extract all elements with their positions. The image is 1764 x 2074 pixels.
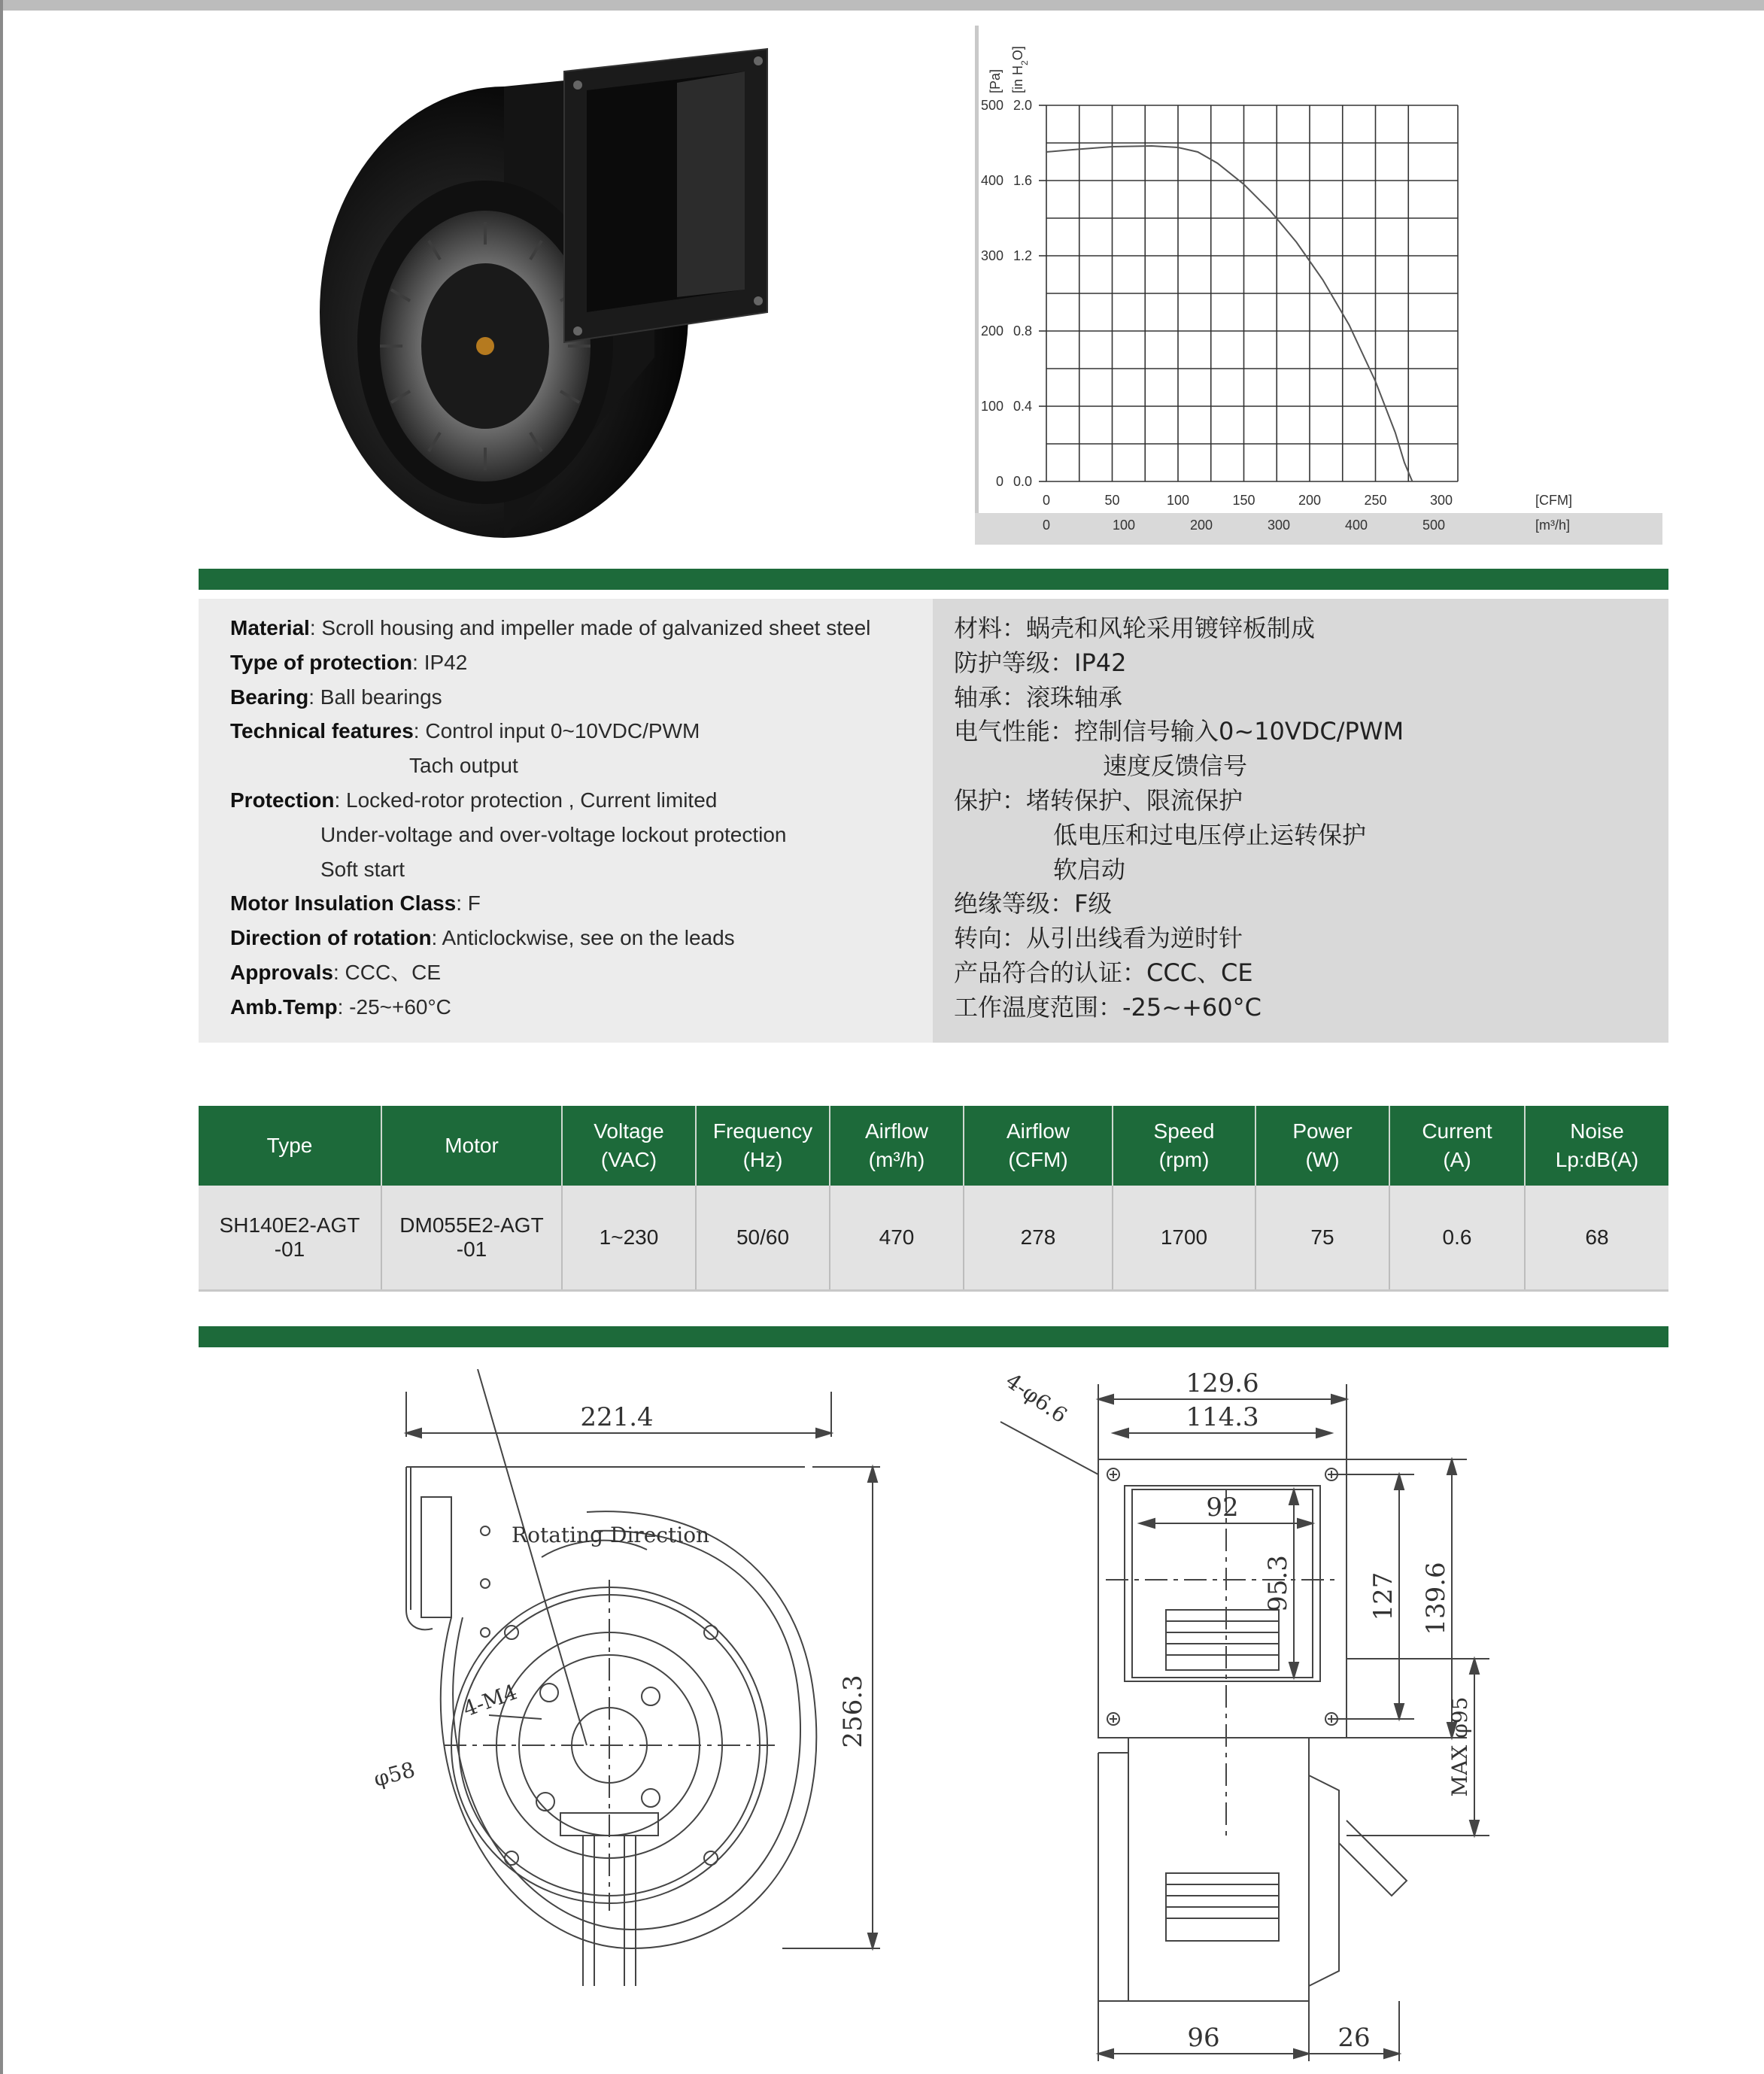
dim-inner-width: 92 [1206,1492,1239,1523]
model-table [199,1106,1668,1292]
spec-label: Direction of rotation [230,926,432,950]
rotating-direction-label: Rotating Direction [512,1523,710,1547]
table-header-row [199,1106,1668,1186]
spec-line [230,788,717,813]
table-header-cell [1525,1106,1668,1186]
dim-motor-diameter: MAX φ95 [1447,1696,1472,1797]
header-line2: (CFM) [1008,1148,1068,1171]
spec-value: Soft start [320,857,405,881]
table-cell [964,1186,1113,1291]
x2-tick-label: 200 [1189,518,1213,533]
spec-value: : CCC、CE [332,961,442,984]
dim-depth: 96 [1187,2023,1220,2053]
y2-tick-label: 0.4 [1013,399,1032,414]
cell-line1: 68 [1585,1225,1609,1249]
spec-label: Material [230,616,310,639]
spec-line-zh: 产品符合的认证：CCC、CE [954,958,1253,987]
spec-line [230,685,442,710]
table-cell [199,1186,381,1291]
header-line1: Voltage [594,1119,664,1143]
spec-value: : F [456,891,481,916]
spec-line-zh: 防护等级：IP42 [954,648,1127,677]
header-line1: Noise [1570,1119,1624,1143]
spec-line [230,650,467,676]
cell-line1: DM055E2-AGT [399,1213,544,1237]
cell-line1: 278 [1020,1225,1056,1249]
x-tick-label: 50 [1104,493,1120,508]
x-unit-secondary: [m³/h] [1535,518,1571,533]
spec-line-zh: 转向：从引出线看为逆时针 [954,924,1243,953]
dim-outer-height: 139.6 [1421,1562,1451,1635]
table-header-cell [199,1106,381,1186]
spec-line [320,857,405,882]
table-cell [381,1186,562,1291]
dim-holes: 4-φ6.6 [1000,1368,1072,1429]
specifications [199,599,1668,1043]
spec-value: : -25~+60°C [337,994,451,1019]
dim-outer-width: 129.6 [1186,1368,1259,1398]
table-header-cell [696,1106,830,1186]
x-tick-label: 100 [1166,493,1190,508]
front-view-drawing [361,1369,903,2046]
spec-line-zh: 保护：堵转保护、限流保护 [954,786,1243,815]
y-unit-primary: [Pa] [988,68,1003,93]
spec-line [230,891,481,916]
dim-inner-height: 95.3 [1263,1555,1293,1612]
header-line1: Speed [1153,1119,1215,1143]
table-header-cell [562,1106,696,1186]
spec-value: Tach output [409,754,518,778]
spec-line [230,925,735,951]
header-line1: Power [1292,1119,1353,1143]
y2-tick-label: 1.2 [1013,248,1032,263]
spec-label: Amb.Temp [230,994,338,1019]
header-line2: (W) [1305,1148,1340,1171]
spec-value: Under-voltage and over-voltage lockout protection [320,822,787,846]
header-line2: (VAC) [600,1148,657,1171]
spec-line-zh: 软启动 [1053,855,1126,884]
blower-photo [316,41,797,553]
cell-line2: -01 [274,1237,305,1261]
dim-bolt: 4-M4 [460,1679,521,1722]
spec-label: Protection [230,788,335,812]
cell-line1: 75 [1310,1225,1334,1249]
table-header-cell [964,1106,1113,1186]
y2-tick-label: 2.0 [1013,98,1032,113]
spec-label: Bearing [230,685,309,709]
cell-line1: 1~230 [599,1225,659,1249]
header-line2: Lp:dB(A) [1555,1148,1639,1171]
spec-value: : Anticlockwise, see on the leads [431,926,735,950]
spec-line [230,960,441,985]
header-line2: (Hz) [742,1148,783,1171]
spec-line-zh: 工作温度范围：-25~+60°C [954,992,1262,1022]
cell-line2: -01 [456,1237,487,1261]
chart-left-strip [975,26,979,545]
table-cell [1389,1186,1525,1291]
dim-height: 256.3 [838,1675,868,1748]
spec-line-zh: 绝缘等级：F级 [954,889,1113,919]
spec-line-zh: 材料：蜗壳和风轮采用镀锌板制成 [954,614,1316,642]
table-cell [1525,1186,1668,1291]
spec-line-zh: 速度反馈信号 [1103,752,1248,781]
spec-label: Technical features [230,719,414,743]
table-header-cell [1113,1106,1255,1186]
spec-label: Motor Insulation Class [230,891,457,916]
table-header-cell [1389,1106,1525,1186]
x-tick-label: 0 [1042,493,1051,508]
y2-tick-label: 0.8 [1013,323,1032,339]
x-tick-label: 300 [1429,493,1453,508]
spec-value: : Control input 0~10VDC/PWM [413,719,700,743]
cell-line1: 0.6 [1442,1225,1472,1249]
dim-motor-depth: 26 [1337,2023,1371,2053]
dim-hole-pitch-height: 127 [1368,1571,1398,1621]
section-divider-bottom [199,1326,1668,1347]
left-rule [0,0,3,2074]
x-unit-primary: [CFM] [1535,493,1572,508]
table-header-cell [830,1106,964,1186]
spec-label: Type of protection [230,650,413,674]
y-tick-label: 200 [980,323,1003,339]
spec-line [230,994,451,1020]
x2-tick-label: 300 [1267,518,1291,533]
header-line1: Type [266,1134,313,1157]
x-tick-label: 200 [1298,493,1322,508]
y2-tick-label: 0.0 [1013,474,1032,489]
spec-value: : Ball bearings [308,685,442,709]
table-header-cell [1255,1106,1389,1186]
dim-hub: φ58 [371,1757,418,1792]
specs-chinese [933,599,1668,1043]
spec-label: Approvals [230,961,333,984]
y2-tick-label: 1.6 [1013,173,1032,188]
dim-hole-pitch-width: 114.3 [1186,1402,1259,1432]
x2-tick-label: 0 [1042,518,1051,533]
y-tick-label: 300 [980,248,1003,263]
spec-line-zh: 电气性能：控制信号输入0~10VDC/PWM [954,717,1404,746]
spec-line-zh: 轴承：滚珠轴承 [954,682,1123,712]
y-tick-label: 400 [980,173,1003,188]
x2-tick-label: 400 [1344,518,1368,533]
spec-value: : IP42 [412,650,468,674]
spec-line [320,822,786,848]
x2-tick-label: 500 [1422,518,1446,533]
x-tick-label: 150 [1232,493,1255,508]
side-view-drawing [985,1354,1527,2061]
table-row [199,1186,1668,1291]
header-line2: (rpm) [1158,1148,1210,1171]
y-tick-label: 0 [995,474,1003,489]
spec-line [230,718,700,744]
top-rule [0,0,1764,11]
table-cell [562,1186,696,1291]
spec-value: : Locked-rotor protection , Current limited [334,788,718,812]
header-line1: Current [1422,1119,1492,1143]
header-line1: Airflow [864,1119,928,1143]
header-line1: Frequency [712,1119,813,1143]
spec-line [409,753,518,779]
spec-line-zh: 低电压和过电压停止运转保护 [1053,820,1367,849]
y-unit-secondary: [in $H_2O$] [1010,46,1030,93]
table-cell [830,1186,964,1291]
table-cell [1255,1186,1389,1291]
header-line1: Motor [445,1134,499,1157]
spec-value: : Scroll housing and impeller made of galvanized sheet steel [309,616,871,639]
cell-line1: SH140E2-AGT [219,1213,360,1237]
y-tick-label: 500 [980,98,1003,113]
table-cell [1113,1186,1255,1291]
specs-english [199,599,933,1043]
cell-line1: 50/60 [736,1225,790,1249]
dim-width: 221.4 [580,1402,654,1432]
performance-chart [975,26,1662,545]
spec-line [230,615,870,641]
header-line2: (A) [1443,1148,1471,1171]
x2-tick-label: 100 [1112,518,1136,533]
cell-line1: 1700 [1160,1225,1208,1249]
x-tick-label: 250 [1364,493,1387,508]
header-line1: Airflow [1006,1119,1070,1143]
header-line2: (m³/h) [868,1148,925,1171]
section-divider-top [199,569,1668,590]
table-header-cell [381,1106,562,1186]
table-cell [696,1186,830,1291]
y-tick-label: 100 [980,399,1003,414]
cell-line1: 470 [879,1225,915,1249]
